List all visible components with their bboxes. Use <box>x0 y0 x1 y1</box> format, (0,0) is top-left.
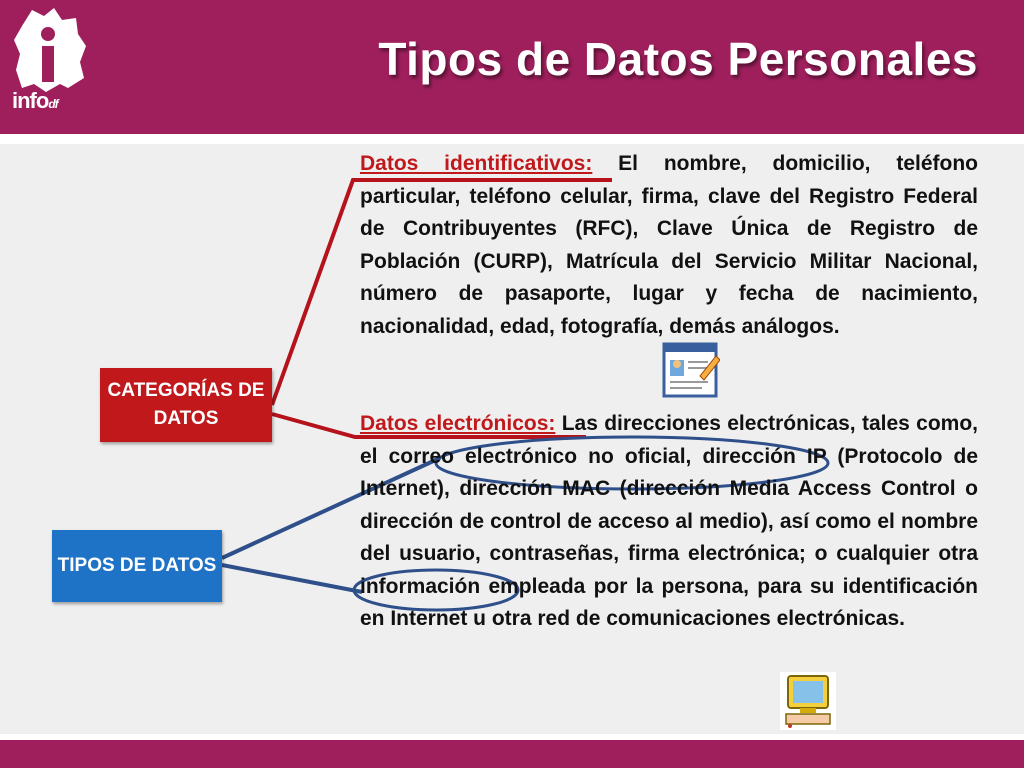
footer-bar <box>0 740 1024 768</box>
paragraph-electronicos <box>360 408 978 636</box>
paragraph-identificativos <box>360 148 978 343</box>
connector-blue-lower <box>222 565 362 592</box>
logo-text: infodf <box>12 88 58 113</box>
id-card-clipart-icon <box>662 340 720 400</box>
header-separator <box>0 134 1024 144</box>
page-title: Tipos de Datos Personales <box>378 33 978 85</box>
term-electronicos: Datos electrónicos: <box>360 412 556 435</box>
text-identificativos: El nombre, domicilio, teléfono particular, teléfono celular, firma, clave del Registro Federal de Contribuyentes (RFC), Clave Única de Registro de Población (CURP), Matrícula del Servicio Militar Nacional, número de pasaporte, lugar y fecha de nacimiento, nacionalidad, edad, fotografía, demás análogos. <box>360 152 978 338</box>
tipos-box: TIPOS DE DATOS <box>52 530 222 602</box>
term-identificativos: Datos identificativos: <box>360 152 593 175</box>
categorias-box: CATEGORÍAS DE DATOS <box>100 368 272 442</box>
text-electronicos: Las direcciones electrónicas, tales como, el correo electrónico no oficial, dirección IP (Protocolo de Internet), dirección MAC (dirección Media Access Control o dirección de control de acceso al medio), así como el nombre del usuario, contraseñas, firma electrónica; o cualquier otra información empleada por la persona, para su identificación en Internet u otra red de comunicaciones electrónicas. <box>360 412 978 630</box>
computer-clipart-icon <box>780 672 836 730</box>
